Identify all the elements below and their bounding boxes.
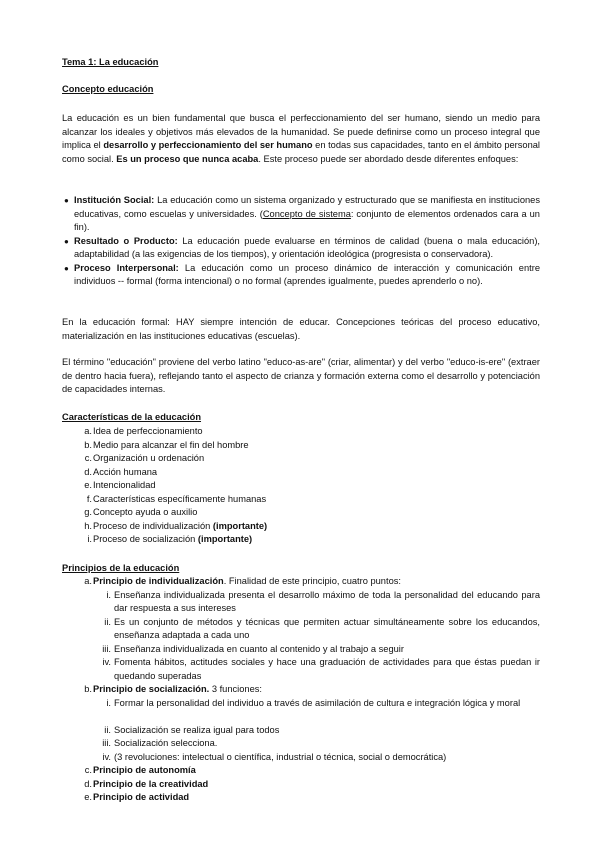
list-item: e. Principio de actividad	[84, 792, 190, 802]
concepto-sistema-link: Concepto de sistema	[262, 208, 351, 219]
list-item: i. Proceso de socialización (importante)	[87, 534, 253, 544]
list-item: ii. Es un conjunto de métodos y técnicas que permiten actuar simultáneamente sobre los educandos, enseñanza adaptada a cada uno	[104, 616, 540, 640]
list-item: iv. Fomenta hábitos, actitudes sociales y hace una graduación de actividades para que éstas puedan ir quedando superadas	[102, 657, 540, 681]
list-item: b. Medio para alcanzar el fin del hombre	[84, 439, 249, 450]
list-item: ● Proceso Interpersonal: La educación como un proceso dinámico de interacción y comunicación entre individuos -- formal (forma intencional) o no formal (aprendes igualmente, puedes aprenderlo o no).	[64, 262, 541, 286]
list-item: e. Intencionalidad	[84, 480, 156, 490]
list-item: h. Proceso de individualización (importante)	[84, 520, 268, 531]
section-heading-principios: Principios de la educación	[62, 563, 180, 573]
list-item: ● Resultado o Producto: La educación puede evaluarse en términos de calidad (buena o mala educación), adaptabilidad (a las exigencias de los tiempos), y orientación ideológica (progresista o conservadora).	[64, 235, 540, 259]
intro-paragraph: La educación es un bien fundamental que busca el perfeccionamiento del ser humano, siendo un medio para alcanzar los ideales y objetivos más elevados de la humanidad. Se puede definirse como un proceso integral que implica el desarrollo y perfeccionamiento del ser humano en todas sus capacidades, tanto en el ámbito personal como social. Es un proceso que nunca acaba. Este proceso puede ser abordado desde diferentes enfoques:	[62, 113, 540, 164]
list-item: g. Concepto ayuda o auxilio	[84, 507, 198, 517]
document-title: Tema 1: La educación	[62, 57, 159, 67]
list-item: ii. Socialización se realiza igual para todos	[104, 724, 280, 735]
list-item: iii. Enseñanza individualizada en cuanto al contenido y al trabajo a seguir	[102, 643, 404, 654]
list-item: ● Institución Social: La educación como un sistema organizado y estructurado que se manifiesta en instituciones educativas, como escuelas y universidades. (Concepto de sistema: conjunto de elementos ordenados cara a un fin).	[64, 195, 540, 232]
section-heading-caracteristicas: Características de la educación	[62, 412, 202, 422]
list-item: f. Características específicamente humanas	[86, 493, 267, 504]
list-item: c. Organización u ordenación	[84, 453, 205, 463]
list-item: b. Principio de socialización. 3 funciones:	[84, 684, 262, 694]
paragraph-educacion-formal: En la educación formal: HAY siempre intención de educar. Concepciones teóricas del proceso educativo, materialización en las instituciones educativas (escuelas).	[62, 317, 540, 341]
enfoques-list	[62, 194, 540, 289]
list-item: a. Idea de perfeccionamiento	[84, 426, 203, 436]
list-item: iv. (3 revoluciones: intelectual o científica, industrial o técnica, social o democrática)	[102, 751, 447, 762]
section-heading-concepto: Concepto educación	[62, 84, 154, 94]
list-item: iii. Socialización selecciona.	[102, 738, 218, 748]
bullet-icon: ●	[64, 196, 69, 205]
list-item: d. Acción humana	[84, 466, 158, 477]
list-item: i. Formar la personalidad del individuo a través de asimilación de cultura e integración lógica y moral	[106, 697, 521, 708]
list-item: a. Principio de individualización. Finalidad de este principio, cuatro puntos:	[84, 576, 401, 586]
bullet-icon: ●	[64, 263, 69, 273]
principios-list	[62, 575, 540, 805]
list-item: d. Principio de la creatividad	[84, 778, 209, 789]
caracteristicas-list	[62, 425, 540, 547]
list-item: c. Principio de autonomía	[84, 765, 196, 775]
paragraph-etimologia: El término "educación" proviene del verbo latino "educo-as-are" (criar, alimentar) y del verbo "educo-is-ere" (extraer de dentro hacia fuera), reflejando tanto el aspecto de crianza y formación externa como el desarrollo y potenciación de capacidades internas.	[62, 357, 540, 394]
bullet-icon: ●	[64, 236, 69, 246]
list-item: i. Enseñanza individualizada presenta el desarrollo máximo de toda la personalidad del educando para dar respuesta a sus intereses	[106, 589, 540, 613]
